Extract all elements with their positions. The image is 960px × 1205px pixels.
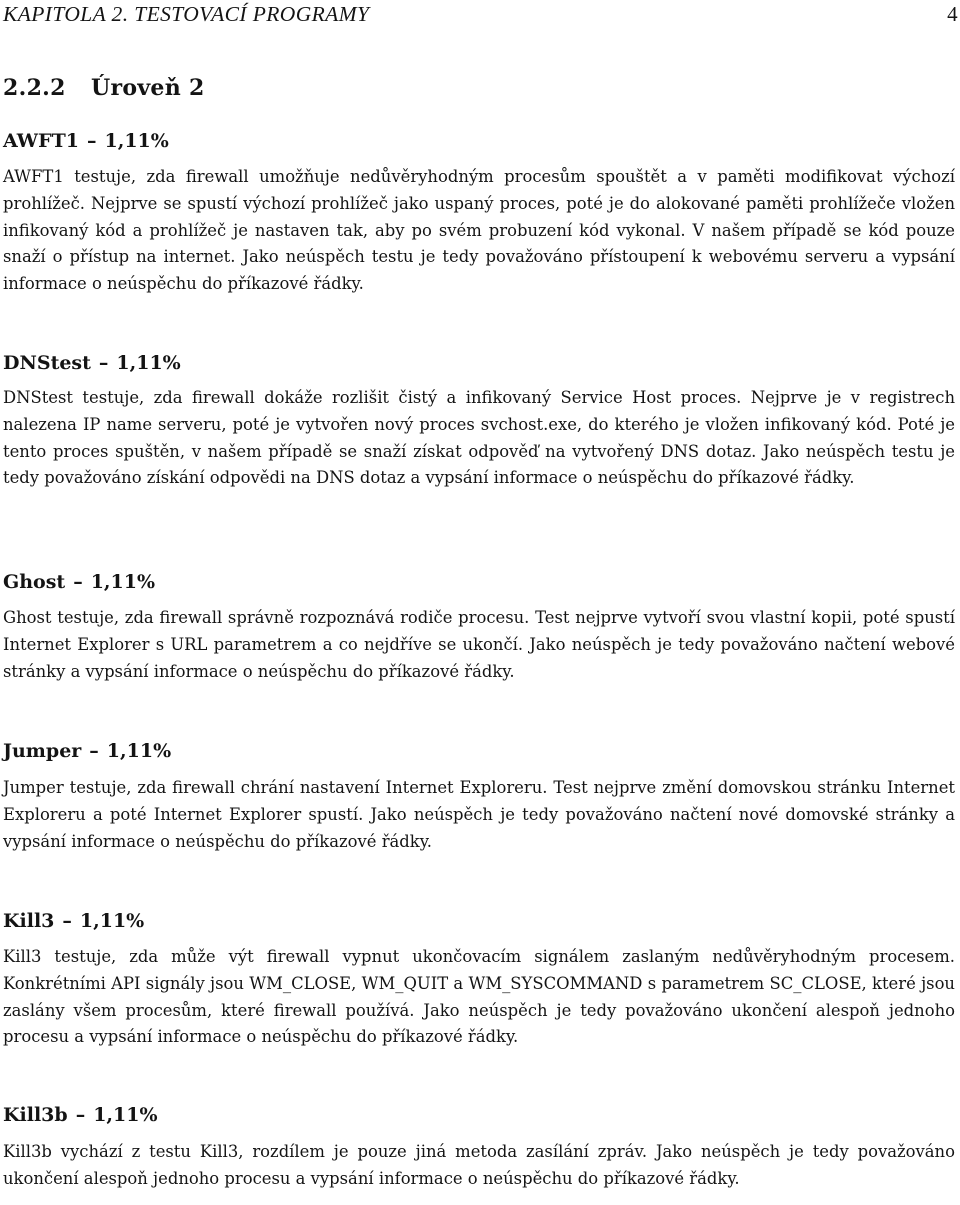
running-header: [3, 2, 958, 26]
test-dash: –: [75, 1104, 86, 1126]
test-description-dnstest: DNStest testuje, zda firewall dokáže rozlišit čistý a infikovaný Service Host proces. Nejprve je v registrech nalezena IP name serveru, poté je vytvořen nový proces svchost.exe, do kterého je vložen infikovaný kód. Poté je tento proces spuštěn, v našem případě se snaží získat odpověď na vytvořený DNS dotaz. Jako neúspěch testu je tedy považováno získání odpovědi na DNS dotaz a vypsání informace o neúspěchu do příkazové řádky.: [3, 388, 955, 488]
test-score: 1,11%: [90, 571, 156, 593]
test-name: Ghost: [3, 571, 66, 593]
test-dash: –: [62, 910, 72, 932]
test-dash: –: [73, 571, 83, 593]
chapter-title: KAPITOLA 2. TESTOVACÍ PROGRAMY: [3, 2, 370, 26]
test-description-awft1: AWFT1 testuje, zda firewall umožňuje nedůvěryhodným procesům spouštět a v paměti modifikovat výchozí prohlížeč. Nejprve se spustí výchozí prohlížeč jako uspaný proces, poté je do alokované paměti prohlížeče vložen infikovaný kód a prohlížeč je nastaven tak, aby po svém probuzení kód vykonal. V našem případě se kód pouze snaží o přístup na internet. Jako neúspěch testu je tedy považováno přístoupení k webovému serveru a vypsání informace o neúspěchu do příkazové řádky.: [3, 167, 955, 294]
test-name: DNStest: [3, 352, 91, 374]
test-description-kill3b: Kill3b vychází z testu Kill3, rozdílem je pouze jiná metoda zasílání zpráv. Jako neúspěch je tedy považováno ukončení alespoň jednoho procesu a vypsání informace o neúspěchu do příkazové řádky.: [3, 1142, 955, 1188]
test-score: 1,11%: [116, 352, 181, 374]
test-name: AWFT1: [3, 130, 79, 152]
test-score: 1,11%: [79, 910, 145, 932]
page-number: 4: [947, 2, 958, 26]
test-heading-dnstest: [3, 350, 181, 376]
test-name: Kill3: [3, 910, 55, 932]
test-heading-ghost: [3, 569, 155, 595]
test-score: 1,11%: [106, 740, 172, 762]
test-score: 1,11%: [104, 130, 169, 152]
test-name: Jumper: [3, 740, 82, 762]
test-description-ghost: Ghost testuje, zda firewall správně rozpoznává rodiče procesu. Test nejprve vytvoří svou vlastní kopii, poté spustí Internet Explorer s URL parametrem a co nejdříve se ukončí. Jako neúspěch je tedy považováno načtení webové stránky a vypsání informace o neúspěchu do příkazové řádky.: [3, 608, 955, 681]
test-heading-jumper: [3, 738, 171, 764]
test-dash: –: [86, 130, 97, 152]
test-dash: –: [89, 740, 99, 762]
test-score: 1,11%: [93, 1104, 158, 1126]
subsection-title: Úroveň 2: [91, 75, 205, 101]
test-heading-awft1: [3, 128, 169, 154]
test-description-jumper: Jumper testuje, zda firewall chrání nastavení Internet Exploreru. Test nejprve změní domovskou stránku Internet Exploreru a poté Internet Explorer spustí. Jako neúspěch je tedy považováno načtení nové domovské stránky a vypsání informace o neúspěchu do příkazové řádky.: [3, 778, 955, 851]
subsection-heading: [3, 74, 205, 102]
test-name: Kill3b: [3, 1104, 68, 1126]
subsection-number: 2.2.2: [3, 75, 66, 101]
test-heading-kill3: [3, 908, 144, 934]
test-dash: –: [98, 352, 109, 374]
test-heading-kill3b: [3, 1102, 158, 1128]
test-description-kill3: Kill3 testuje, zda může výt firewall vypnut ukončovacím signálem zaslaným nedůvěryhodným procesem. Konkrétními API signály jsou WM_CLOSE, WM_QUIT a WM_SYSCOMMAND s parametrem SC_CLOSE, které jsou zaslány všem procesům, které firewall používá. Jako neúspěch je tedy považováno ukončení alespoň jednoho procesu a vypsání informace o neúspěchu do příkazové řádky.: [3, 947, 955, 1047]
